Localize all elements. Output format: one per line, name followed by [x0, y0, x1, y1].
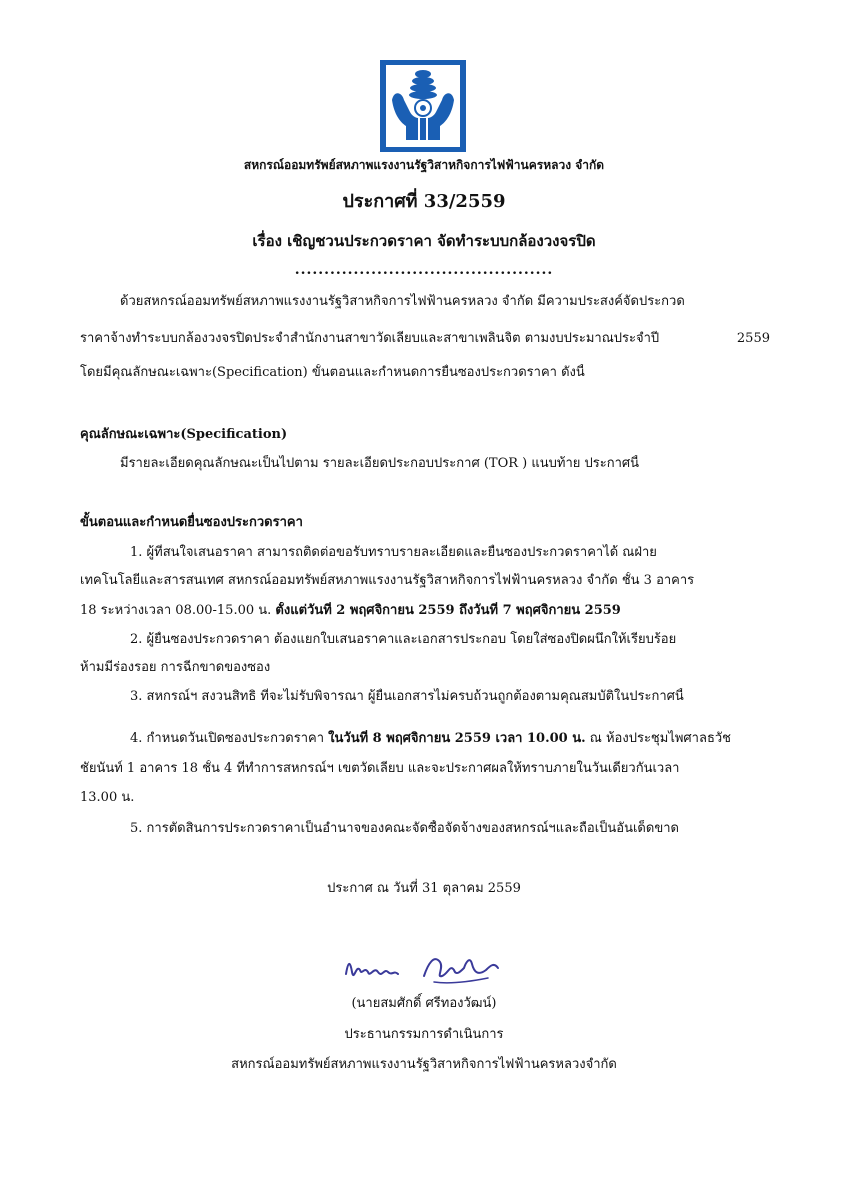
step4-line-2: ชัยนันท์ 1 อาคาร 18 ชั้น 4 ที่ทำการสหกรณ์ฯ เขตวัดเลียบ และจะประกาศผลให้ทราบภายในวันเดียวกันเวลา — [80, 761, 680, 776]
step4-datetime: ในวันที่ 8 พฤศจิกายน 2559 เวลา 10.00 น. — [328, 731, 586, 746]
step4-line-1 — [130, 730, 770, 748]
signer-title: ประธานกรรมการดำเนินการ — [344, 1027, 504, 1042]
step4-label: 4. กำหนดวันเปิดซองประกวดราคา — [130, 731, 329, 746]
step2-line-1: 2. ผู้ยื่นซองประกวดราคา ต้องแยกใบเสนอราคาและเอกสารประกอบ โดยใส่ซองปิดผนึกให้เรียบร้อย — [130, 632, 677, 647]
step1-date-range: ตั้งแต่วันที่ 2 พฤศจิกายน 2559 ถึงวันที่ 7 พฤศจิกายน 2559 — [275, 603, 621, 618]
signer-name: (นายสมศักดิ์ ศรีทองวัฒน์) — [351, 996, 497, 1011]
separator-dots: ............................................ — [294, 262, 554, 278]
step1-line-3 — [80, 602, 770, 620]
signer-organization: สหกรณ์ออมทรัพย์สหภาพแรงงานรัฐวิสาหกิจการไฟฟ้านครหลวงจำกัด — [231, 1057, 617, 1072]
step4-location: ณ ห้องประชุมไพศาลธวัช — [585, 731, 731, 746]
announcement-subject: เรื่อง เชิญชวนประกวดราคา จัดทำระบบกล้องวงจรปิด — [252, 232, 596, 250]
announce-date: ประกาศ ณ วันที่ 31 ตุลาคม 2559 — [327, 881, 521, 896]
spec-heading: คุณลักษณะเฉพาะ(Specification) — [80, 427, 288, 442]
step4-line-3: 13.00 น. — [80, 790, 135, 805]
cooperative-logo-icon — [380, 60, 466, 152]
spec-text: มีรายละเอียดคุณลักษณะเป็นไปตาม รายละเอียดประกอบประกาศ (TOR ) แนบท้าย ประกาศนี้ — [120, 456, 640, 471]
intro-line-2-text: ราคาจ้างทำระบบกล้องวงจรปิดประจำสำนักงานสาขาวัดเลียบและสาขาเพลินจิต ตามงบประมาณประจำปี — [80, 331, 660, 346]
step3-line-1: 3. สหกรณ์ฯ สงวนสิทธิ ที่จะไม่รับพิจารณา ผู้ยื่นเอกสารไม่ครบถ้วนถูกต้องตามคุณสมบัติในประกาศนี้ — [130, 689, 684, 704]
signature-icon — [338, 942, 518, 988]
step1-line-2: เทคโนโลยีและสารสนเทศ สหกรณ์ออมทรัพย์สหภาพแรงงานรัฐวิสาหกิจการไฟฟ้านครหลวง จำกัด ชั้น 3 อาคาร — [80, 573, 695, 588]
step5-line-1: 5. การตัดสินการประกวดราคาเป็นอำนาจของคณะจัดซื้อจัดจ้างของสหกรณ์ฯและถือเป็นอันเด็ดขาด — [130, 821, 679, 836]
intro-line-3: โดยมีคุณลักษณะเฉพาะ(Specification) ขั้นตอนและกำหนดการยื่นซองประกวดราคา ดังนี้ — [80, 365, 585, 380]
intro-line-2-year: 2559 — [736, 331, 770, 346]
intro-line-2 — [80, 330, 770, 348]
steps-heading: ขั้นตอนและกำหนดยื่นซองประกวดราคา — [80, 515, 303, 530]
step1-line-1: 1. ผู้ที่สนใจเสนอราคา สามารถติดต่อขอรับทราบรายละเอียดและยื่นซองประกวดราคาได้ ณฝ่าย — [130, 545, 657, 560]
step2-line-2: ห้ามมีร่องรอย การฉีกขาดของซอง — [80, 660, 271, 675]
organization-title: สหกรณ์ออมทรัพย์สหภาพแรงงานรัฐวิสาหกิจการไฟฟ้านครหลวง จำกัด — [243, 158, 605, 172]
announcement-number: ประกาศที่ 33/2559 — [342, 191, 506, 212]
step1-hours: 18 ระหว่างเวลา 08.00-15.00 น. — [80, 603, 276, 618]
intro-line-1: ด้วยสหกรณ์ออมทรัพย์สหภาพแรงงานรัฐวิสาหกิจการไฟฟ้านครหลวง จำกัด มีความประสงค์จัดประกวด — [120, 294, 685, 309]
